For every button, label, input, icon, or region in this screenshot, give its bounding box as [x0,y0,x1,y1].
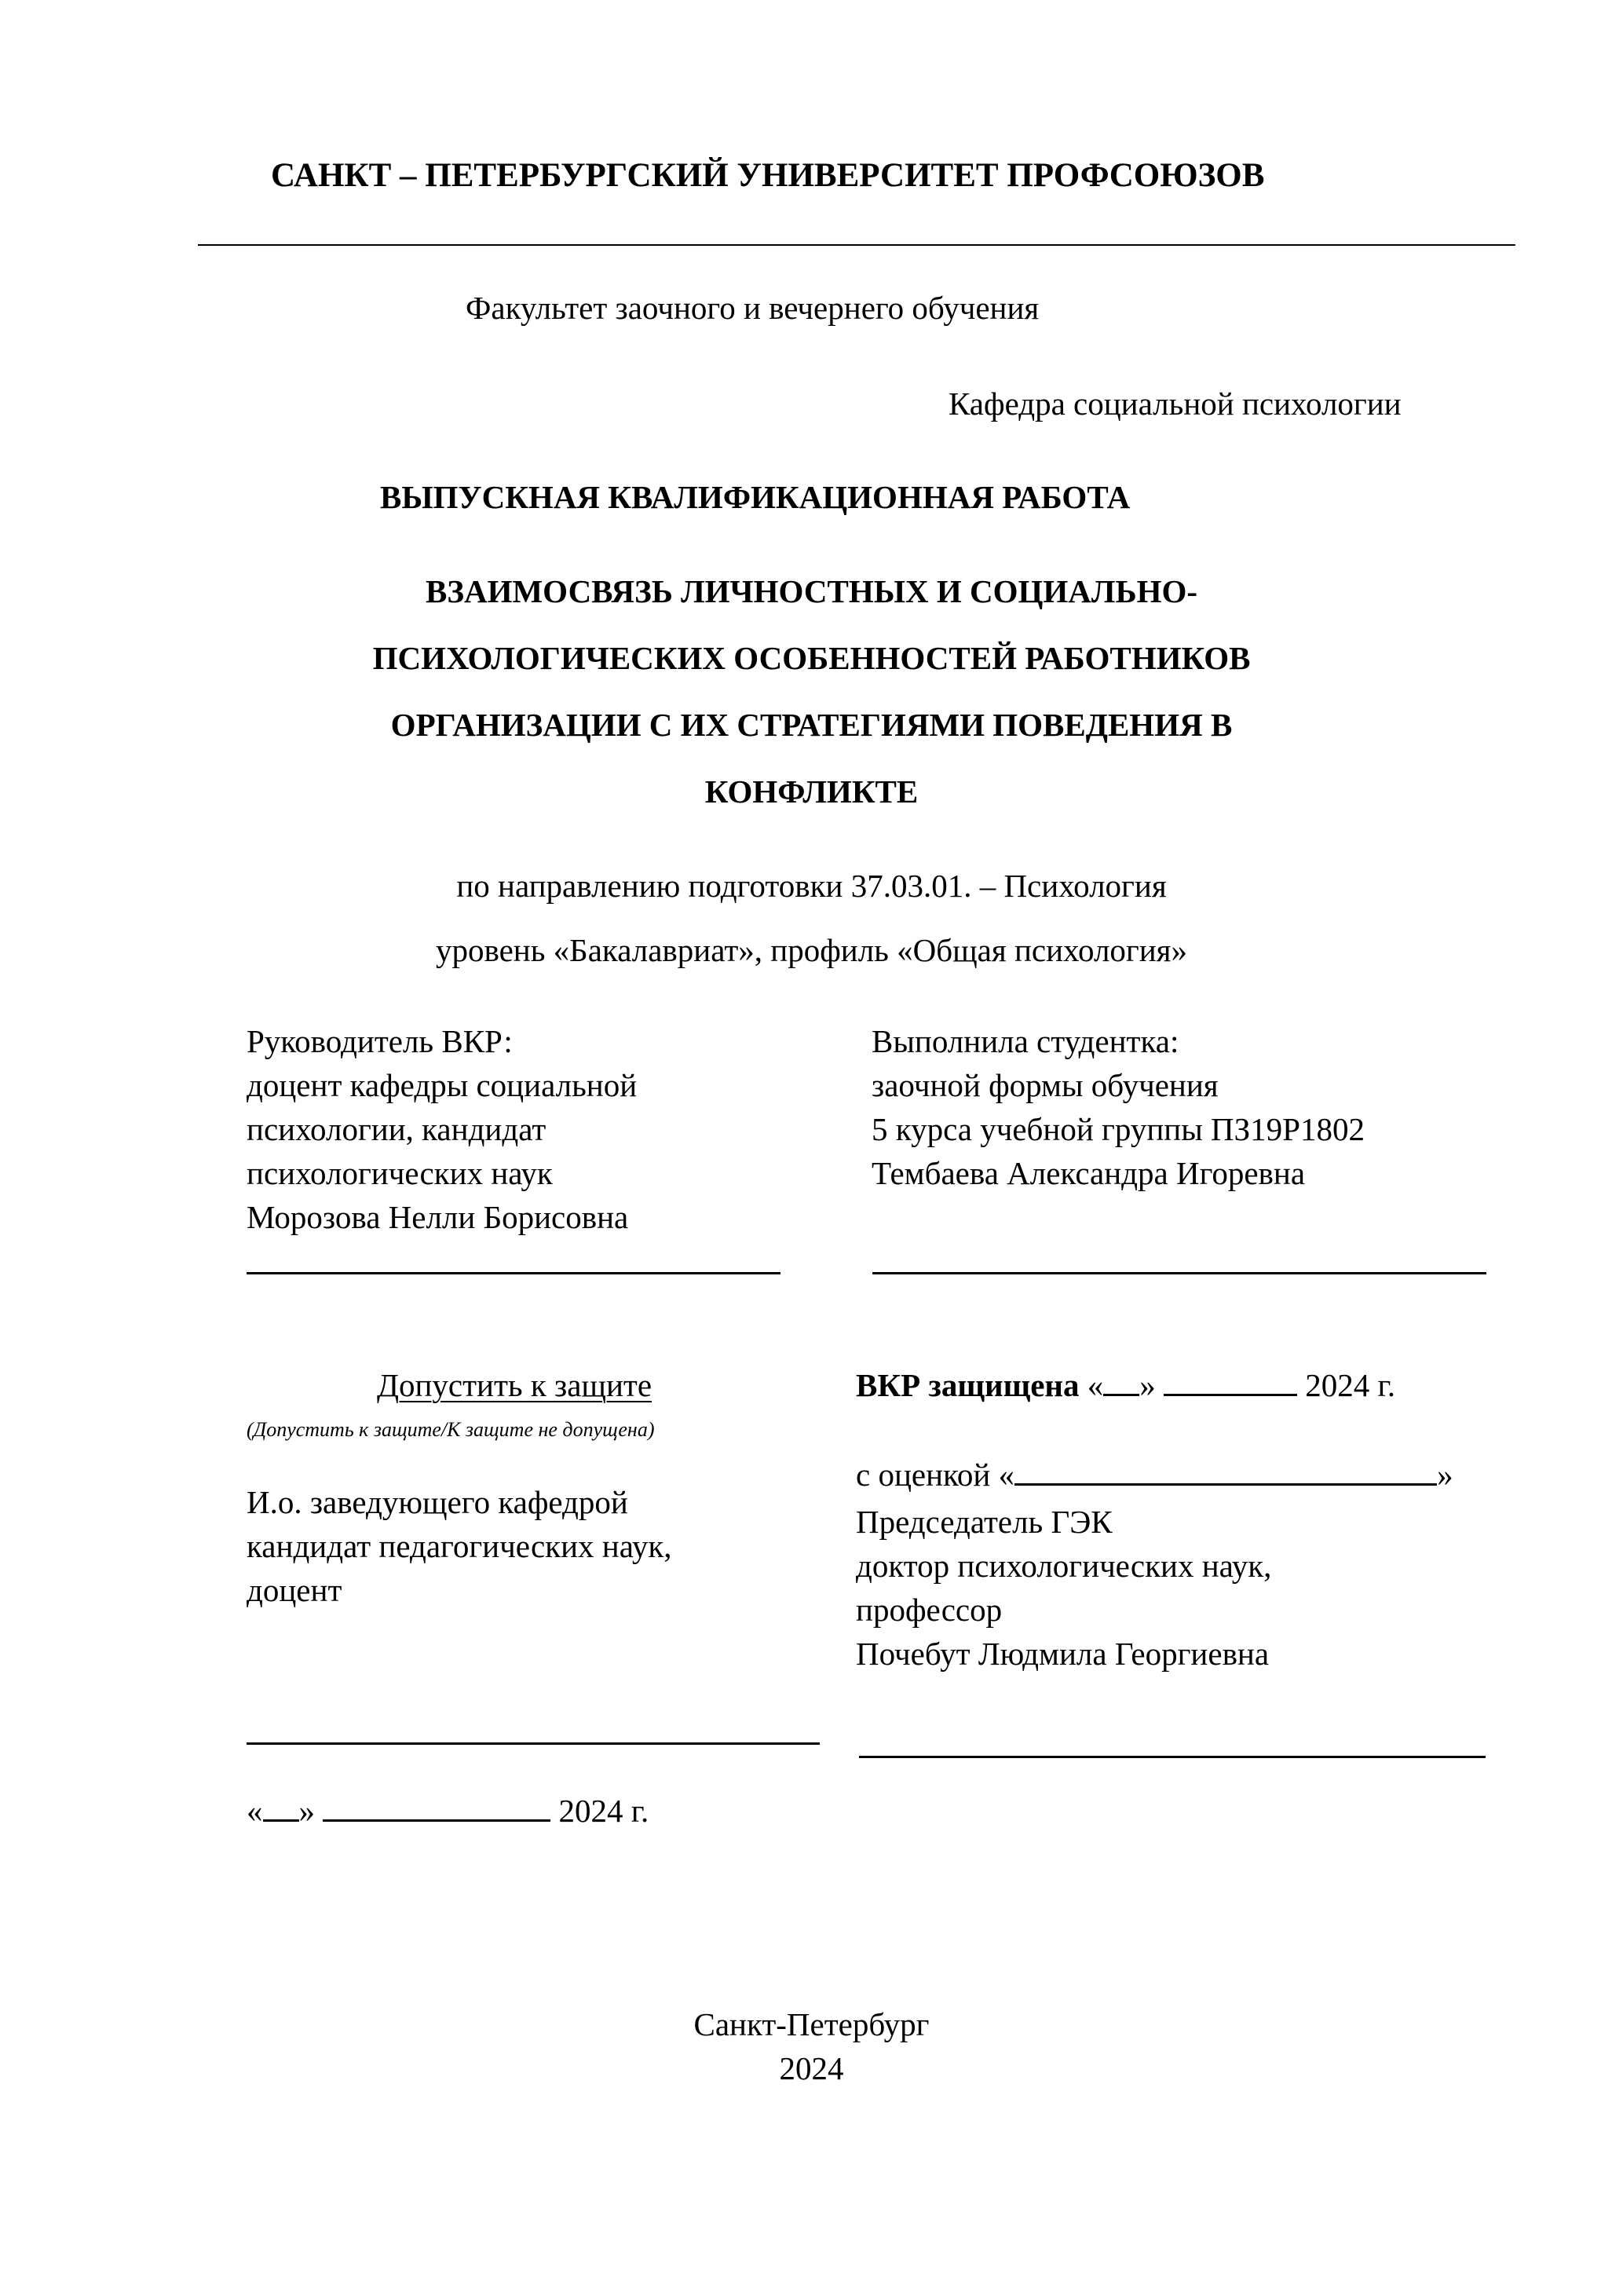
admission-year: 2024 г. [558,1793,649,1829]
defense-year: 2024 г. [1305,1367,1395,1403]
supervisor-degree: психологических наук [247,1155,553,1191]
supervisor-signature-line[interactable] [247,1272,780,1274]
date-quote-close: » [298,1793,315,1829]
student-signature-line[interactable] [872,1272,1486,1274]
department-head-block [247,1480,672,1612]
work-title-line: ОРГАНИЗАЦИИ С ИХ СТРАТЕГИЯМИ ПОВЕДЕНИЯ В [390,707,1233,743]
defense-grade [856,1459,1453,1491]
head-signature-line[interactable] [247,1742,820,1745]
work-title-line: ПСИХОЛОГИЧЕСКИХ ОСОБЕННОСТЕЙ РАБОТНИКОВ [372,640,1251,676]
study-direction: по направлению подготовки 37.03.01. – Психология [456,868,1167,904]
chair-degree: доктор психологических наук, [856,1548,1272,1584]
day-blank[interactable] [263,1816,299,1822]
chair-title: профессор [856,1592,1003,1628]
admission-date [247,1795,649,1827]
defense-date [856,1369,1395,1402]
student-group: 5 курса учебной группы ПЗ19Р1802 [872,1111,1365,1147]
supervisor-position: психологии, кандидат [247,1111,546,1147]
chair-signature-line[interactable] [859,1756,1486,1758]
student-study-form: заочной формы обучения [872,1067,1219,1103]
study-level-profile: уровень «Бакалавриат», профиль «Общая психология» [435,932,1188,968]
month-blank[interactable] [1164,1391,1297,1396]
head-title: доцент [247,1572,342,1608]
month-blank[interactable] [323,1816,550,1822]
university-name: САНКТ – ПЕТЕРБУРГСКИЙ УНИВЕРСИТЕТ ПРОФСОЮЗОВ [271,157,1265,194]
work-title-line: ВЗАИМОСВЯЗЬ ЛИЧНОСТНЫХ И СОЦИАЛЬНО- [426,573,1197,609]
grade-quote-close: » [1437,1457,1453,1493]
student-label: Выполнила студентка: [872,1023,1179,1059]
faculty-name: Факультет заочного и вечернего обучения [466,290,1040,326]
date-quote-close: » [1139,1367,1156,1403]
admission-note: (Допустить к защите/К защите не допущена) [247,1418,655,1441]
supervisor-label: Руководитель ВКР: [247,1023,513,1059]
supervisor-position: доцент кафедры социальной [247,1067,638,1103]
date-quote-open: « [247,1793,263,1829]
gek-chair-block [856,1500,1271,1676]
chair-name: Почебут Людмила Георгиевна [856,1636,1270,1672]
admission-decision: Допустить к защите [377,1367,652,1403]
city: Санкт-Петербург [693,2006,930,2042]
date-quote-open: « [1087,1367,1104,1403]
student-block [872,1019,1365,1195]
grade-label: с оценкой « [856,1457,1015,1493]
work-type: ВЫПУСКНАЯ КВАЛИФИКАЦИОННАЯ РАБОТА [380,479,1131,515]
chair-position: Председатель ГЭК [856,1504,1113,1540]
work-title-line: КОНФЛИКТЕ [704,773,919,810]
head-position: И.о. заведующего кафедрой [247,1484,628,1520]
day-blank[interactable] [1103,1391,1139,1396]
supervisor-name: Морозова Нелли Борисовна [247,1199,629,1235]
grade-blank[interactable] [1014,1480,1437,1486]
supervisor-block [247,1019,637,1239]
department-name: Кафедра социальной психологии [949,386,1402,422]
student-name: Тембаева Александра Игоревна [872,1155,1306,1191]
year: 2024 [779,2050,844,2086]
header-divider [198,244,1515,246]
head-degree: кандидат педагогических наук, [247,1528,672,1564]
defense-label: ВКР защищена [856,1367,1080,1403]
